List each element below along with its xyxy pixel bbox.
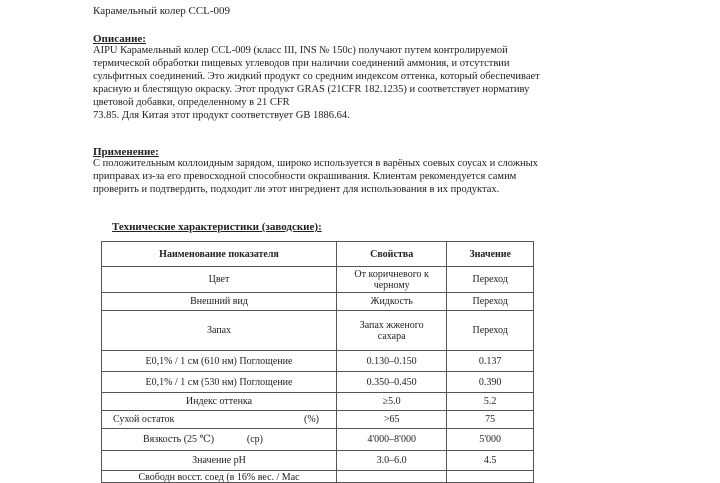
application-line: проверить и подтвердить, подходит ли этот ингредиент для использования в их продуктах. <box>93 184 500 195</box>
table-header-row <box>102 242 534 267</box>
row-name: E0,1% / 1 см (610 нм) Поглощение <box>102 351 337 372</box>
description-line: термической обработки пищевых углеводов при наличии соединений аммония, и отсутствии <box>93 58 510 69</box>
row-unit: (cp) <box>246 434 264 445</box>
application-line: С положительным коллоидным зарядом, широко используется в варёных соевых соусах и сложных <box>93 158 538 169</box>
row-value: 0.137 <box>447 351 534 372</box>
row-value: 4.5 <box>447 451 534 471</box>
description-line: красную и блестящую окраску. Этот продукт GRAS (21CFR 182.1235) и соответствует нормативу <box>93 84 530 95</box>
spec-table <box>101 241 534 483</box>
row-name: Вязкость (25 ℃) <box>143 434 215 445</box>
application-heading: Применение: <box>93 146 159 158</box>
row-value: 75 <box>447 411 534 429</box>
row-property: Жидкость <box>337 293 447 311</box>
row-value: Переход <box>447 311 534 351</box>
row-value <box>447 471 534 483</box>
row-name-cell <box>102 411 337 429</box>
table-row <box>102 311 534 351</box>
column-header-property: Свойства <box>337 242 447 267</box>
application-text <box>93 157 633 196</box>
description-line: сульфитных соединений. Это жидкий продукт со средним индексом оттенка, который обеспечивает <box>93 71 540 82</box>
row-value: 5'000 <box>447 429 534 451</box>
table-row <box>102 451 534 471</box>
row-name: Запах <box>102 311 337 351</box>
application-line: приправах из-за его превосходной способности окрашивания. Клиентам рекомендуется самим <box>93 171 517 182</box>
row-property: ≥5.0 <box>337 393 447 411</box>
description-heading: Описание: <box>93 33 146 45</box>
table-row <box>102 293 534 311</box>
row-name: Индекс оттенка <box>102 393 337 411</box>
table-row <box>102 393 534 411</box>
row-name: Цвет <box>102 267 337 293</box>
table-row <box>102 372 534 393</box>
row-property: Запах жженого сахара <box>337 311 447 351</box>
row-value: 0.390 <box>447 372 534 393</box>
row-name: Значение pH <box>102 451 337 471</box>
table-row <box>102 471 534 483</box>
row-name: E0,1% / 1 см (530 нм) Поглощение <box>102 372 337 393</box>
row-name: Внешний вид <box>102 293 337 311</box>
row-unit: (%) <box>304 414 320 425</box>
table-row <box>102 411 534 429</box>
row-property: От коричневого к черному <box>337 267 447 293</box>
table-row <box>102 351 534 372</box>
spec-heading: Технические характеристики (заводские): <box>112 221 322 233</box>
description-line: цветовой добавки, определенному в 21 CFR <box>93 97 290 108</box>
table-row <box>102 429 534 451</box>
row-property: 3.0–6.0 <box>337 451 447 471</box>
row-name-cell <box>102 429 337 451</box>
row-property: 0.130–0.150 <box>337 351 447 372</box>
column-header-name: Наименование показателя <box>102 242 337 267</box>
row-property: >65 <box>337 411 447 429</box>
column-header-value: Значение <box>447 242 534 267</box>
row-property: 4'000–8'000 <box>337 429 447 451</box>
row-value: 5.2 <box>447 393 534 411</box>
row-property <box>337 471 447 483</box>
description-line: AIPU Карамельный колер CCL-009 (класс III, INS № 150c) получают путем контролируемой <box>93 45 508 56</box>
product-title: Карамельный колер CCL-009 <box>93 5 231 17</box>
row-property: 0.350–0.450 <box>337 372 447 393</box>
description-text <box>93 44 628 122</box>
description-line: 73.85. Для Китая этот продукт соответствует GB 1886.64. <box>93 110 350 121</box>
row-name-cell <box>102 471 337 483</box>
row-value: Переход <box>447 293 534 311</box>
table-row <box>102 267 534 293</box>
row-value: Переход <box>447 267 534 293</box>
row-name: Свободн восст. соед (в 16% вес. / Мас <box>138 471 300 482</box>
row-name: Сухой остаток <box>113 414 175 425</box>
